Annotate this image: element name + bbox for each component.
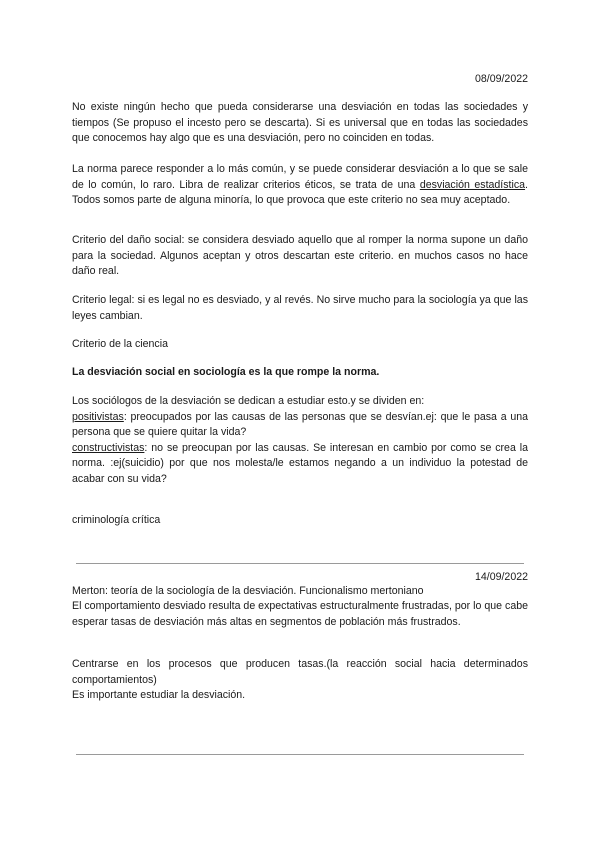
paragraph-statistical-norm: [72, 162, 528, 209]
underlined-term-positivistas: positivistas: [72, 410, 124, 423]
paragraph-social-harm: Criterio del daño social: se considera desviado aquello que al romper la norma supone un daño para la sociedad. Algunos aceptan y otros descartan este criterio. en muchos casos no hace daño real.: [72, 234, 528, 277]
paragraph-sociologists: [72, 394, 528, 487]
entry-date: 14/09/2022: [474, 571, 528, 583]
bold-definition: La desviación social en sociología es la que rompe la norma.: [72, 366, 380, 378]
paragraph-critical-criminology: criminología crítica: [72, 514, 161, 526]
underlined-term-desviacion-estadistica: desviación estadística: [419, 178, 526, 191]
paragraph-universality: No existe ningún hecho que pueda considerarse una desviación en todas las sociedades y tiempos (Se propuso el incesto pero se descarta). Si es universal que en todas las sociedades que conocemos hay algo que es una desviación, pero no coinciden en todas.: [72, 101, 528, 144]
text-segment: : preocupados por las causas de las personas que se desvían.ej: que le pasa a una persona que se quiere quitar la vida?: [72, 410, 528, 438]
text-segment: : no se preocupan por las causas. Se interesan en cambio por como se crea la norma. :ej(suicidio) por que nos molesta/le estamos negando a un individuo la potestad de acabar con su vida?: [72, 441, 528, 485]
paragraph-science-criterion: Criterio de la ciencia: [72, 338, 168, 350]
paragraph-legal-criterion: Criterio legal: si es legal no es desviado, y al revés. No sirve mucho para la sociología ya que las leyes cambian.: [72, 294, 528, 322]
paragraph-importance: Es importante estudiar la desviación.: [72, 689, 246, 701]
underlined-term-constructivistas: constructivistas: [72, 441, 145, 454]
paragraph-merton: Merton: teoría de la sociología de la desviación. Funcionalismo mertoniano: [72, 585, 424, 597]
text-segment: La norma parece responder a lo más común, y se puede considerar desviación a lo que se sale de lo común, lo raro. Libra de realizar criterios éticos, se trata de una: [72, 163, 528, 191]
divider: [76, 563, 524, 564]
text-segment: . Todos somos parte de alguna minoría, lo que provoca que este criterio no sea muy aceptado.: [72, 178, 528, 206]
paragraph-deviant-behavior: El comportamiento desviado resulta de expectativas estructuralmente frustradas, por lo que cabe esperar tasas de desviación más altas en segmentos de población más frustrados.: [72, 600, 528, 628]
entry-date: 08/09/2022: [474, 73, 528, 85]
divider: [76, 754, 524, 755]
paragraph-processes: Centrarse en los procesos que producen tasas.(la reacción social hacia determinados comportamientos): [72, 658, 528, 686]
intro-line: Los sociólogos de la desviación se dedican a estudiar esto.y se dividen en:: [72, 395, 425, 407]
